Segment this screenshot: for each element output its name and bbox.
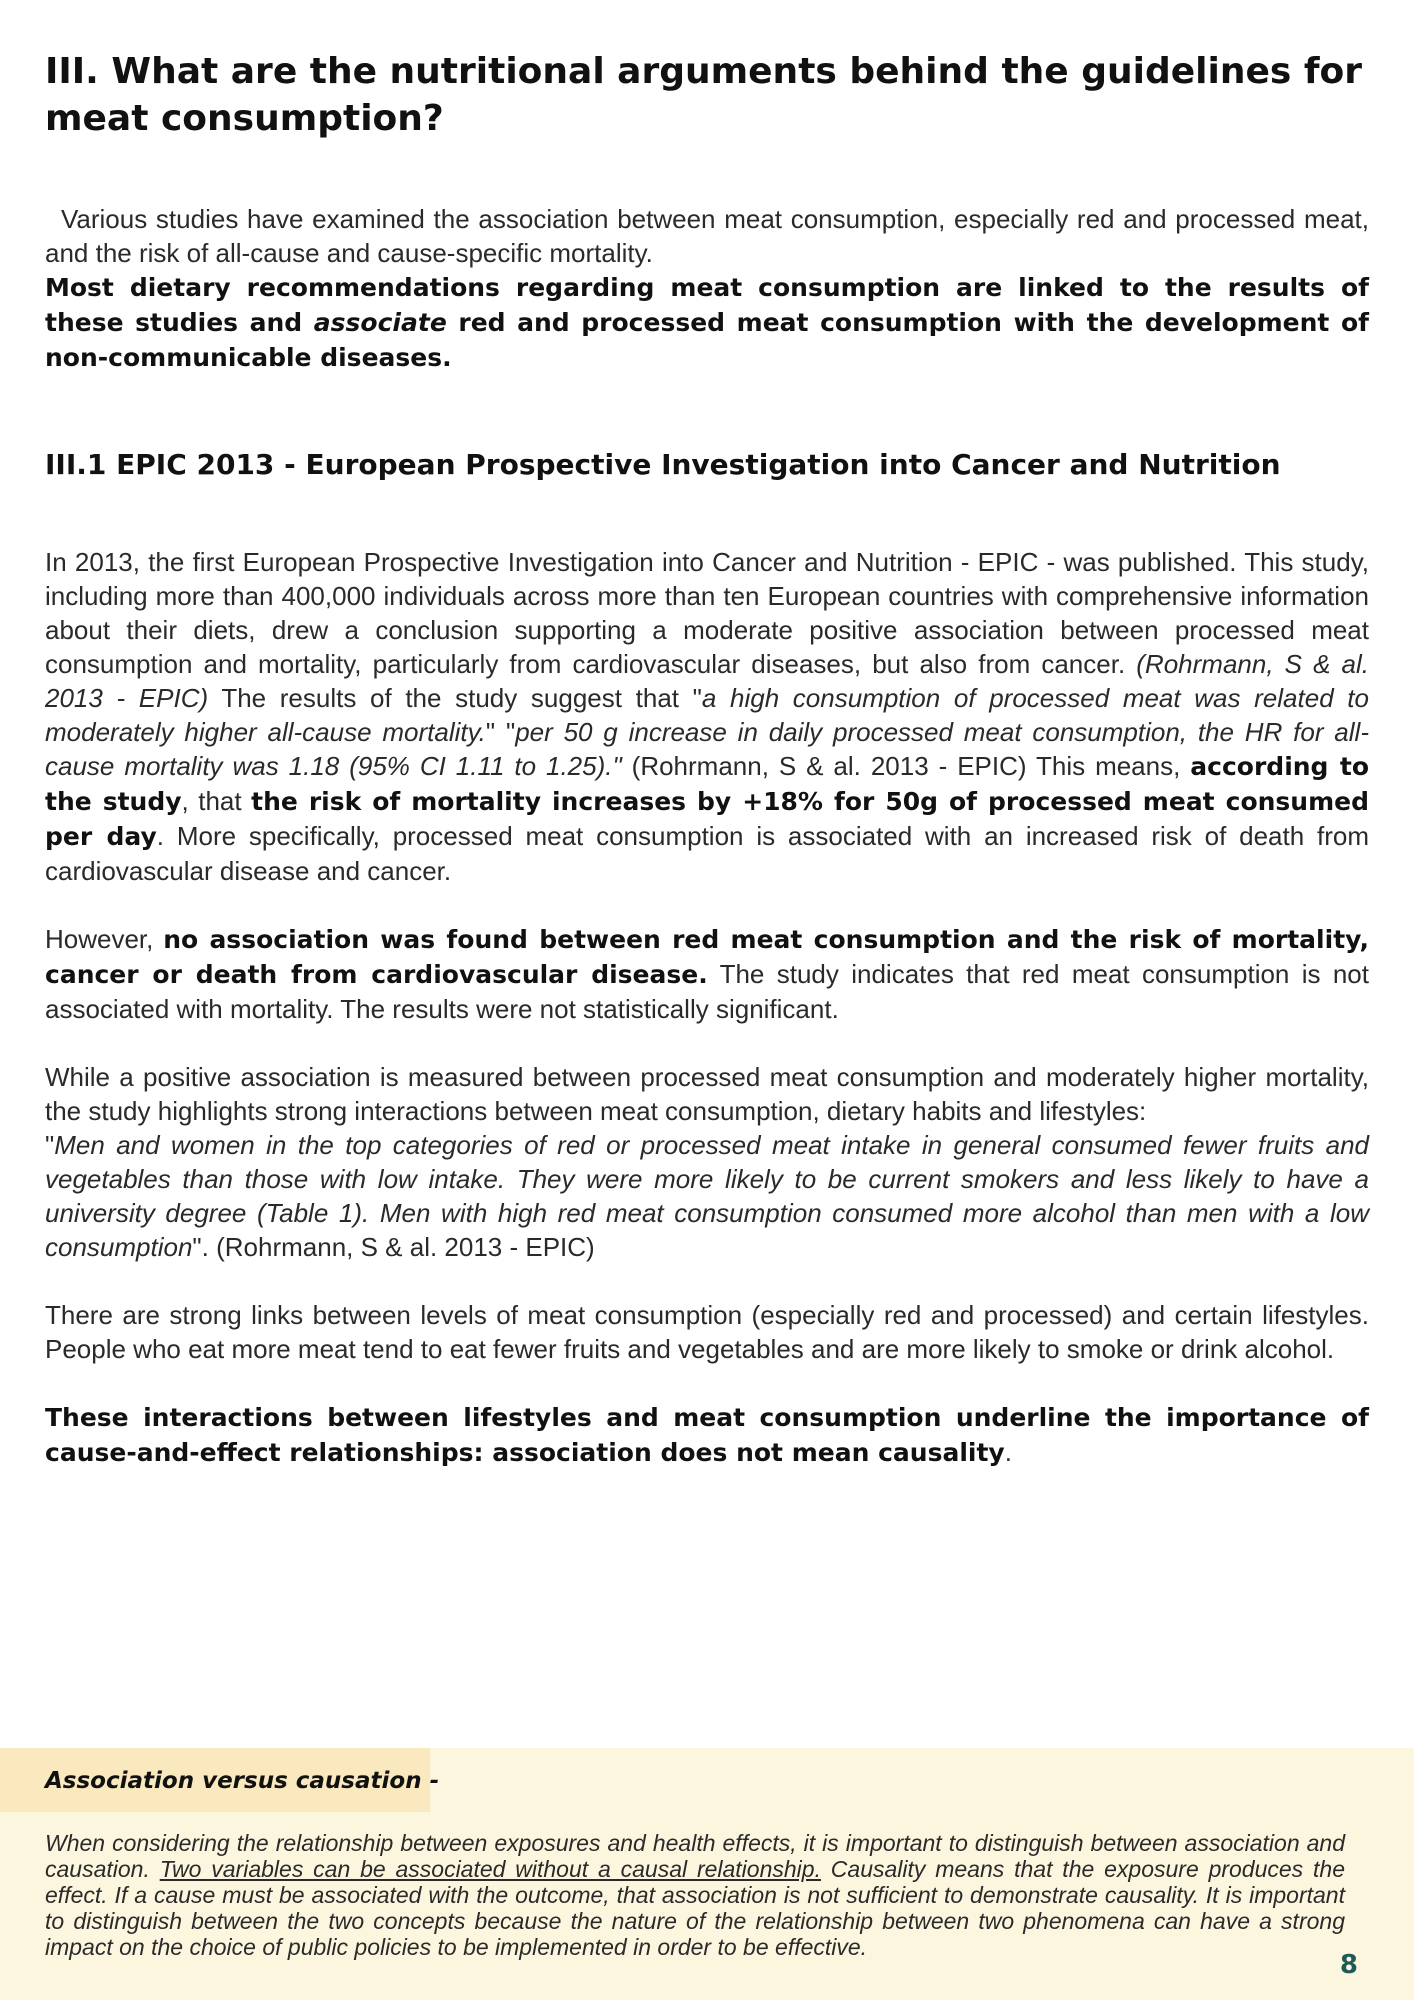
epic-bold-1: according to the study xyxy=(45,752,1369,816)
intro-bold-italic: associate xyxy=(313,308,447,337)
epic-citation-1: (Rohrmann, S & al. 2013 - EPIC) xyxy=(45,649,1369,713)
lifestyle-paragraph xyxy=(45,1060,1369,1264)
red-meat-paragraph xyxy=(45,922,1369,1026)
conclusion-paragraph xyxy=(45,1400,1369,1470)
footer-title: Association versus causation - xyxy=(45,1768,440,1794)
links-paragraph: There are strong links between levels of meat consumption (especially red and processed) and certain lifestyles. People who eat more meat tend to eat fewer fruits and vegetables and are more likely to smoke or drink alcohol. xyxy=(45,1300,1369,1364)
red-meat-text-1: However, xyxy=(45,924,164,954)
conclusion-end: . xyxy=(1004,1437,1012,1467)
epic-bold-2: the risk of mortality increases by +18% for 50g of processed meat consumed per day xyxy=(45,787,1369,851)
epic-quote-1: a high consumption of processed meat was related to moderately higher all-cause mortality. xyxy=(45,683,1369,747)
epic-text-6: . More specifically, processed meat consumption is associated with an increased risk of death from cardiovascular disease and cancer. xyxy=(45,821,1369,886)
footer-callout xyxy=(0,1748,1414,2000)
epic-text-5: , that xyxy=(181,786,252,816)
red-meat-bold: no association was found between red meat consumption and the risk of mortality, cancer or death from cardiovascular disease. xyxy=(45,925,1369,989)
epic-text-1: In 2013, the first European Prospective Investigation into Cancer and Nutrition - EPIC - was published. This study, including more than 400,000 individuals across more than ten European countries with comprehensive information about their diets, drew a conclusion supporting a moderate positive association between processed meat consumption and mortality, particularly from cardiovascular diseases, but also from cancer. xyxy=(45,547,1369,679)
document-page xyxy=(45,48,1369,1470)
epic-text-2: The results of the study suggest that " xyxy=(208,683,702,713)
intro-paragraph xyxy=(45,202,1369,270)
epic-paragraph xyxy=(45,545,1369,888)
epic-text-3: " " xyxy=(485,717,516,747)
intro-bold-a: Most dietary recommendations regarding meat consumption are linked to the results of these studies and xyxy=(45,273,1369,337)
footer-text-1: When considering the relationship between exposures and health effects, it is important to distinguish between association and causation. xyxy=(45,1830,1345,1882)
intro-bold-b: red and processed meat consumption with the development of non-communicable diseases. xyxy=(45,308,1369,372)
section-title: III.1 EPIC 2013 - European Prospective Investigation into Cancer and Nutrition xyxy=(45,448,1281,481)
epic-citation-2: (Rohrmann, S & al. 2013 - EPIC) xyxy=(621,751,1027,781)
lifestyle-quote: Men and women in the top categories of red or processed meat intake in general consumed fewer fruits and vegetables than those with low intake. They were more likely to be current smokers and less likely to have a university degree (Table 1). Men with high red meat consumption consumed more alcohol than men with a low consumption xyxy=(45,1130,1369,1262)
intro-text: Various studies have examined the association between meat consumption, especially red and processed meat, and the risk of all-cause and cause-specific mortality. xyxy=(45,204,1369,268)
page-number: 8 xyxy=(1339,1950,1358,1980)
epic-quote-2: per 50 g increase in daily processed meat consumption, the HR for all-cause mortality was 1.18 (95% CI 1.11 to 1.25)." xyxy=(45,717,1369,781)
epic-text-4: This means, xyxy=(1026,751,1191,781)
lifestyle-text: While a positive association is measured between processed meat consumption and moderately higher mortality, the study highlights strong interactions between meat consumption, dietary habits and lifestyles: xyxy=(45,1062,1369,1126)
footer-underlined: Two variables can be associated without a causal relationship. xyxy=(159,1856,821,1882)
lifestyle-quote-open: " xyxy=(45,1130,55,1160)
intro-bold-paragraph xyxy=(45,270,1369,375)
conclusion-bold: These interactions between lifestyles and meat consumption underline the importance of cause-and-effect relationships: association does not mean causality xyxy=(45,1403,1369,1467)
page-heading: III. What are the nutritional arguments behind the guidelines for meat consumption? xyxy=(45,51,1362,139)
red-meat-text-2: The study indicates that red meat consumption is not associated with mortality. The results were not statistically significant. xyxy=(45,959,1369,1024)
lifestyle-quote-close: ". (Rohrmann, S & al. 2013 - EPIC) xyxy=(192,1232,595,1262)
footer-text xyxy=(45,1830,1345,1960)
footer-text-2: Causality means that the exposure produces the effect. If a cause must be associated with the outcome, that association is not sufficient to demonstrate causality. It is important to distinguish between the two concepts because the nature of the relationship between two phenomena can have a strong impact on the choice of public policies to be implemented in order to be effective. xyxy=(45,1856,1345,1960)
